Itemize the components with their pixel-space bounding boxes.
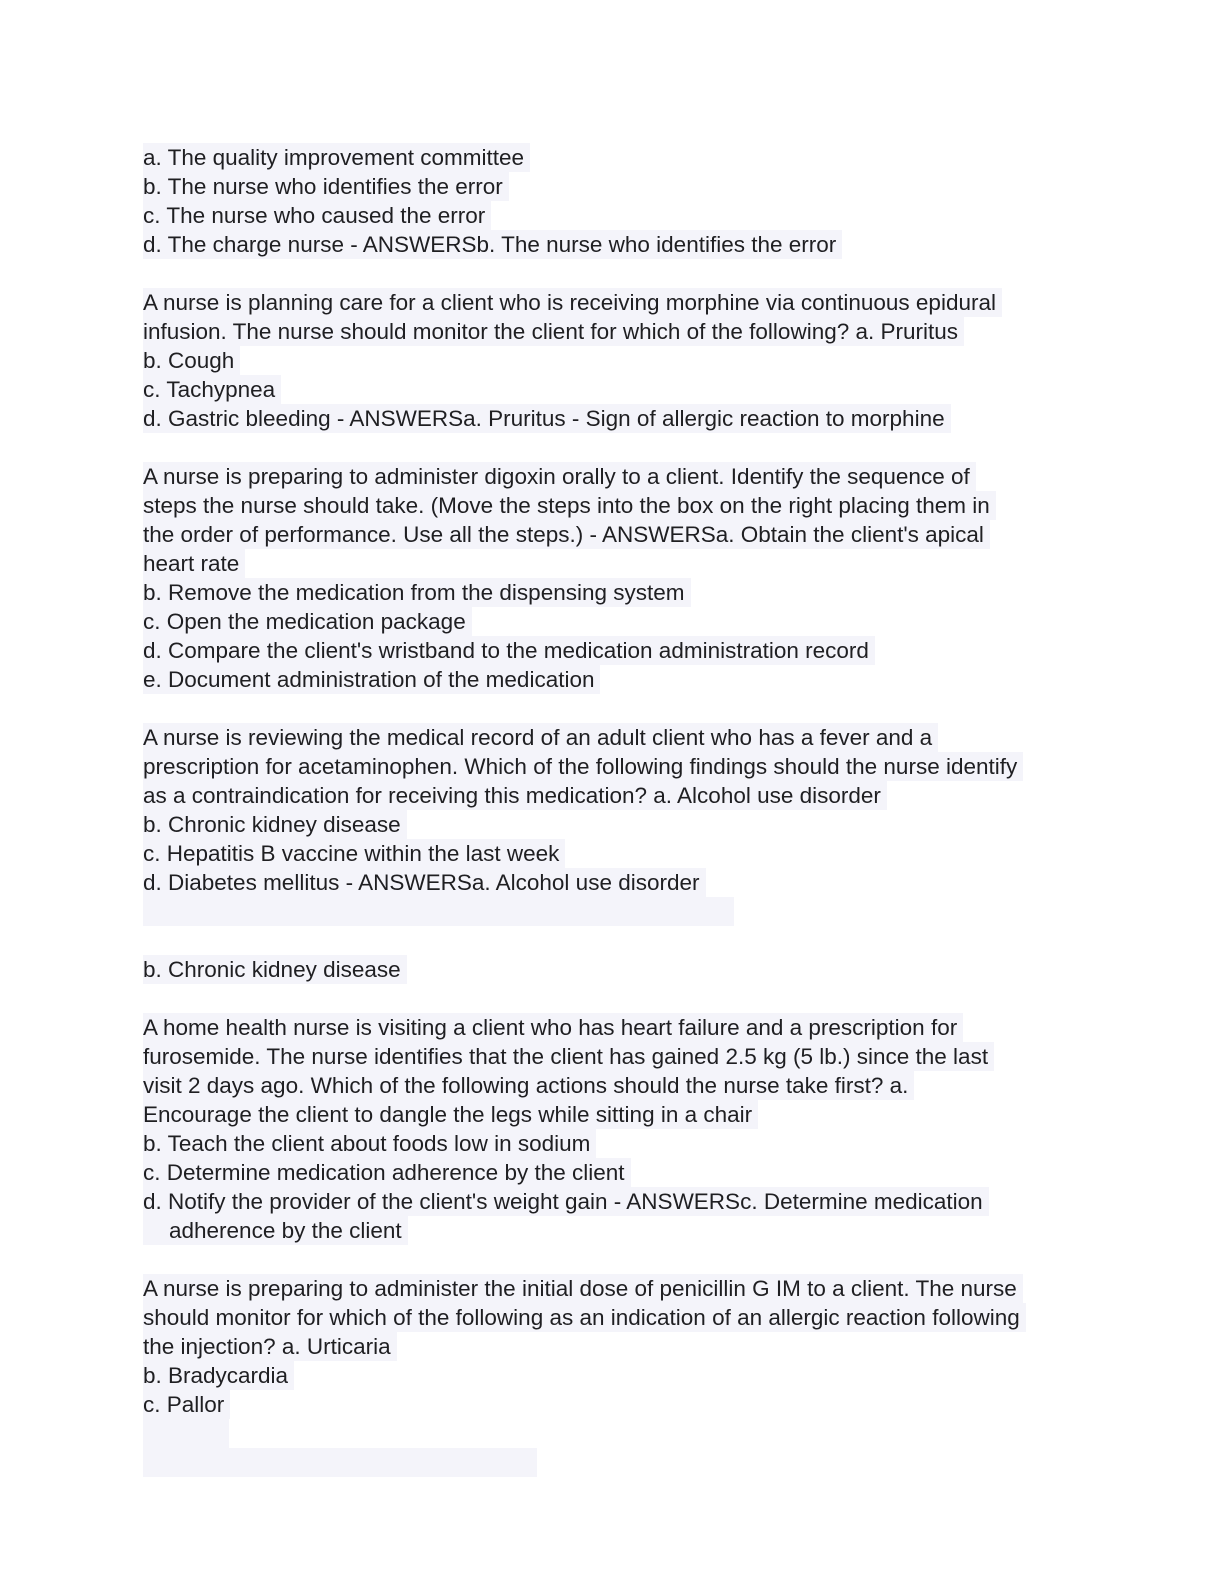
- question-block-2: [143, 288, 1083, 433]
- text-line: d. Notify the provider of the client's weight gain - ANSWERSc. Determine medication: [143, 1187, 989, 1216]
- shaded-blank-line: [143, 1448, 537, 1477]
- question-block-6: [143, 1274, 1083, 1477]
- text-line: b. Bradycardia: [143, 1361, 294, 1390]
- question-block-1: [143, 143, 1083, 259]
- text-line: furosemide. The nurse identifies that the client has gained 2.5 kg (5 lb.) since the last: [143, 1042, 994, 1071]
- text-line: A nurse is preparing to administer the initial dose of penicillin G IM to a client. The nurse: [143, 1274, 1023, 1303]
- text-line: c. Hepatitis B vaccine within the last week: [143, 839, 565, 868]
- text-line: adherence by the client: [143, 1216, 408, 1245]
- question-block-3: [143, 462, 1083, 694]
- text-line: Encourage the client to dangle the legs while sitting in a chair: [143, 1100, 758, 1129]
- text-line: infusion. The nurse should monitor the client for which of the following? a. Pruritus: [143, 317, 964, 346]
- text-line: c. The nurse who caused the error: [143, 201, 491, 230]
- text-line: b. Chronic kidney disease: [143, 955, 407, 984]
- text-line: c. Pallor: [143, 1390, 230, 1419]
- text-line: visit 2 days ago. Which of the following actions should the nurse take first? a.: [143, 1071, 914, 1100]
- text-line: b. Chronic kidney disease: [143, 810, 407, 839]
- shaded-blank-line: [143, 1419, 229, 1448]
- text-line: should monitor for which of the following as an indication of an allergic reaction following: [143, 1303, 1026, 1332]
- shaded-blank-line: [143, 897, 734, 926]
- text-line: b. The nurse who identifies the error: [143, 172, 509, 201]
- text-line: d. Gastric bleeding - ANSWERSa. Pruritus - Sign of allergic reaction to morphine: [143, 404, 951, 433]
- answer-fragment-block: [143, 955, 1083, 984]
- text-line: c. Determine medication adherence by the client: [143, 1158, 631, 1187]
- text-line: heart rate: [143, 549, 245, 578]
- text-line: A nurse is planning care for a client who is receiving morphine via continuous epidural: [143, 288, 1002, 317]
- text-line: A home health nurse is visiting a client who has heart failure and a prescription for: [143, 1013, 963, 1042]
- text-line: the injection? a. Urticaria: [143, 1332, 397, 1361]
- text-line: d. Compare the client's wristband to the medication administration record: [143, 636, 875, 665]
- text-line: the order of performance. Use all the steps.) - ANSWERSa. Obtain the client's apical: [143, 520, 990, 549]
- text-line: c. Tachypnea: [143, 375, 281, 404]
- text-line: b. Cough: [143, 346, 240, 375]
- text-line: a. The quality improvement committee: [143, 143, 530, 172]
- text-line: steps the nurse should take. (Move the steps into the box on the right placing them in: [143, 491, 996, 520]
- text-line: c. Open the medication package: [143, 607, 472, 636]
- question-block-5: [143, 1013, 1083, 1245]
- document-page: [143, 143, 1083, 1506]
- text-line: A nurse is preparing to administer digoxin orally to a client. Identify the sequence of: [143, 462, 976, 491]
- text-line: as a contraindication for receiving this medication? a. Alcohol use disorder: [143, 781, 887, 810]
- text-line: d. The charge nurse - ANSWERSb. The nurse who identifies the error: [143, 230, 842, 259]
- text-line: A nurse is reviewing the medical record of an adult client who has a fever and a: [143, 723, 938, 752]
- question-block-4: [143, 723, 1083, 926]
- text-line: b. Teach the client about foods low in sodium: [143, 1129, 596, 1158]
- text-line: prescription for acetaminophen. Which of the following findings should the nurse identify: [143, 752, 1023, 781]
- text-line: e. Document administration of the medication: [143, 665, 600, 694]
- text-line: b. Remove the medication from the dispensing system: [143, 578, 691, 607]
- text-line: d. Diabetes mellitus - ANSWERSa. Alcohol use disorder: [143, 868, 706, 897]
